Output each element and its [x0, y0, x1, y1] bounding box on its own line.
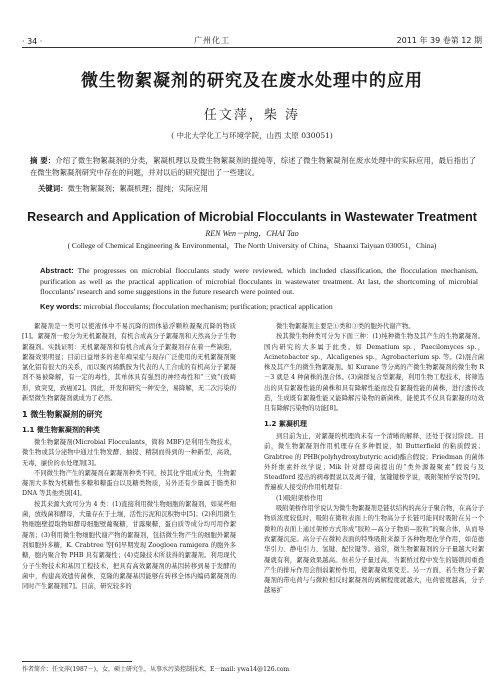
body-paragraph: 按其来源大致可分为 4 类：(1)直接利用微生物细胞的絮凝剂，如某些细菌，放线菌和酵母，大量存在于土壤，活性污泥和沉积物中[5]；(2)利用微生物细胞壁提取物如酵母细胞壁葡聚糖，甘露聚糖，蛋白质等成分均可用作絮凝剂；(3)利用微生物细胞代谢产物的絮凝剂，包括微生物产生的细胞外絮凝剂如胞外多糖，K. Crabtree 等[6]早期发现 Zoogloea ramigera 的胞外多糖，胞内聚合物 PHB 具有絮凝性；(4)克隆技术所获得的絮凝剂。利用现代分子生物技术和基因工程技术，把具有高效絮凝剂的基因转移到易于发酵的菌中，构建高效遗传菌株，克隆的絮凝基因能够在转移全体内编码絮凝剂的同时产生絮凝剂[7]。目前，研究较多的	[22, 500, 236, 591]
page-number: · 34 ·	[22, 37, 43, 46]
body-column-left	[22, 322, 236, 592]
intro-paragraph: 絮凝剂是一类可以使液体中不易沉降的固体悬浮颗粒凝聚沉降的物质[1]。絮凝剂一般分为无机絮凝剂，有机合成高分子絮凝剂和天然高分子生物絮凝剂。实践证明：无机絮凝剂和有机合成高分子絮凝剂存在着一些缺陷，絮凝效果明显；目前日益增多的老年痴呆症与现存广泛使用的无机絮凝剂聚氯化铝有很大的关系，而以聚丙烯酰胺为代表的人工合成的有机高分子絮凝剂不易被降解，有一定的毒性，其单体具有强烈的神经毒性和“三致”(致畸形，致突变，致癌)[2]。因此，开发和研究一种安全，易降解，无二次污染的新型微生物絮凝剂就成为了必然。	[22, 323, 236, 403]
keywords-chinese	[38, 183, 476, 194]
body-paragraph: 到目前为止，对絮凝的机理尚未有一个清晰的解释，还处于探讨阶段。目前，微生物絮凝剂作用机理存在多种假说，如 Butterfield 的粘质假说；Grabtree 的 PHB(polyhydroxybutyric acid)酯合假说；Friedman 的菌体外纤维素纤丝学说；Mik 针对酵母菌提出的“类外源凝聚素”假说与及 Steadford 提出的病毒假说以及离子键，氢键键桥学说，吸附架桥学说等[9]。普遍被人接受的作用机理有：	[264, 432, 484, 492]
keywords-text-cn: 微生物絮凝剂；絮凝机理；提纯；实际应用	[67, 184, 209, 193]
authors-english: REN Wen－ping，CHAI Tao	[205, 229, 299, 238]
subsection-heading: 1.1 微生物絮凝剂的种类	[22, 425, 100, 434]
abstract-text-en: The progresses on microbial flocculants study were reviewed, which included classification, the flocculation mechanism, purification as well as the practical application of microbial flocculants in wastewater treatment. At last, the shortcoming of microbial flocculants' research and some suggestions in the future research were pointed out.	[40, 266, 478, 296]
author-footnote: 作者简介：任文萍(1987－)，女，硕士研究生，从事水污染控制技术，E－mail: ywa14@126.com	[22, 666, 290, 673]
body-paragraph: 微生物絮凝剂(Microbial Flocculants，简称 MBF)是利用生物技术，微生物或其分泌物中通过生物发酵、抽提、精制而得到的一种新型，高效，无毒，廉价的水处理剂[3]。	[22, 438, 236, 467]
affiliation-english: ( College of Chemical Engineering & Environmental，The North University of China，Shaanxi Taiyuan 030051，China)	[67, 241, 437, 250]
authors-chinese: 任文萍，柴 涛	[203, 108, 301, 123]
footnote-rule	[22, 661, 132, 662]
body-paragraph: 微生物絮凝剂主要是①类和③类的胞外代谢产物。	[276, 323, 415, 330]
body-paragraph: 吸附架桥作用学说认为微生物絮凝剂是链状结构的高分子聚合物，在高分子物质浓度较低时，吸附在微粒表面上的生物高分子长链可能同时吸附在另一个微粒的表面上通过架桥方式形成“胶粒—高分子物质—胶粒”的聚合体，从而导致絮凝沉淀。高分子在微粒表面的特殊吸附来源于各种物理化学作用，如范德华引力、静电引力、氢键、配位键等。通常，微生物絮凝剂的分子量越大对絮凝就有利，絮凝效果越高。但若分子量过高，当絮桥过程中发生的链锁间重叠产生的排斥作用会削弱絮桥作用，使絮凝效果变差。另一方面，若生物分子絮凝剂的带电荷与与微粒相反时絮凝剂的离解程度就越大，电荷密度越高，分子越易扩	[264, 505, 484, 595]
keywords-label-cn: 关键词：	[38, 184, 68, 193]
abstract-english	[40, 266, 478, 298]
journal-name: 广州化工	[194, 36, 230, 45]
title-english: Research and Application of Microbial Flocculants in Wastewater Treatment	[27, 210, 477, 224]
section-heading: 1 微生物絮凝剂的研究	[22, 410, 103, 420]
title-chinese: 微生物絮凝剂的研究及在废水处理中的应用	[81, 71, 423, 91]
body-column-right	[264, 322, 484, 597]
keywords-text-en: microbial flocculants; flocculation mechanism; purification; practical application	[83, 302, 333, 311]
body-paragraph: 不同微生物产生的絮凝剂在絮凝剂种类不同，按其化学组成分类，生物絮凝剂大多数为机糖性多糖和糖蛋白以及糖类物质，另外还有少量属于脂类和 DNA 等其他类别[4]。	[22, 469, 236, 498]
keywords-english	[40, 302, 478, 311]
header-rule	[22, 47, 482, 48]
abstract-chinese	[30, 155, 476, 179]
running-header	[22, 32, 482, 46]
abstract-text-cn: 介绍了微生物絮凝剂的分类，絮凝机理以及微生物絮凝剂的提纯等，综述了微生物絮凝剂在废水处理中的实际应用，最后指出了在微生物絮凝剂研究中存在的问题，并对以后的研究提出了一些建议。	[30, 156, 476, 177]
abstract-label-cn: 摘 要：	[30, 156, 56, 165]
volume-issue: 2011 年 39 卷第 12 期	[396, 36, 482, 45]
subsubsection-heading: (1)吸附架桥作用	[276, 494, 323, 502]
affiliation-chinese: ( 中北大学化工与环境学院，山西 太原 030051)	[171, 131, 333, 140]
body-paragraph: 按其微生物种类可分为下面三种：(1)纯种微生物及其产生的生物絮凝剂。国内研究的大多属于此类。如 Dematium sp.，Paecilomyces sp.，Acinetobacter sp.，Alcaligenes sp.，Agrobacterium sp. 等。(2)混合菌株及其产生的微生物絮凝剂。如 Kurane 等分离的产微生物絮凝剂的微生物 R－3 就是 4 种菌株的混合体。(3)菌群复合型絮凝，利用生物工程技术，将筛选出的具有絮凝性能的菌株和具有降解性能而没有絮凝性能的菌株，进行遗传改造，生成既有絮凝性能又能降解污染物的新菌株，能使其不仅具有絮凝的功效且有降解污染物的功能[8]。	[264, 333, 484, 413]
abstract-label-en: Abstract:	[40, 266, 74, 275]
keywords-label-en: Key words:	[40, 302, 82, 311]
subsection-heading: 1.2 絮凝机理	[264, 419, 307, 428]
